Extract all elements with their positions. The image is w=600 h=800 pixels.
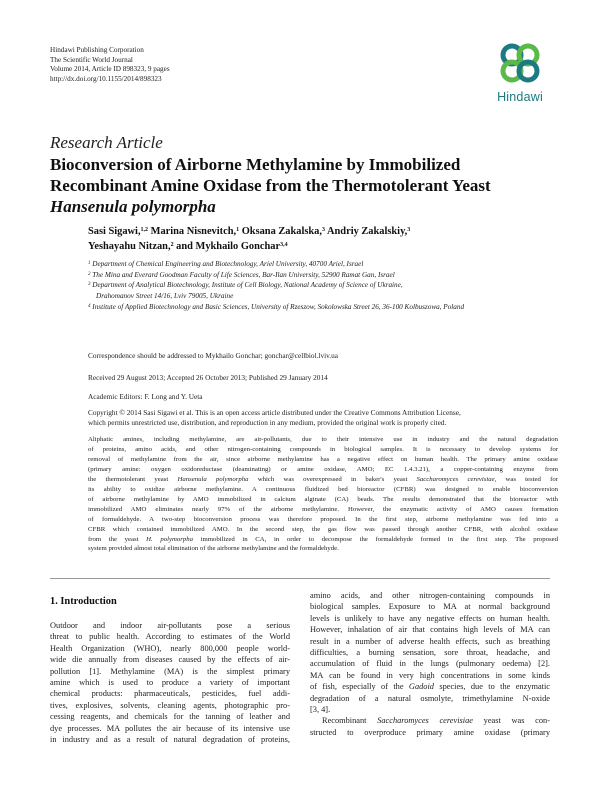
abstract-line: of airborne methylamine by AMO immobilized in calcium alginate (CA) beads. The results demonstrated that the bioreactor with xyxy=(88,495,558,503)
author-name: Sasi Sigawi, xyxy=(88,226,141,237)
author-affiliation-mark: 1 xyxy=(236,227,240,233)
author-affiliation-mark: 3,4 xyxy=(280,242,288,248)
hindawi-logo xyxy=(490,40,550,106)
body-line: pollution [1]. Methylamine (MA) is the simplest primary xyxy=(50,666,290,676)
copyright-line: which permits unrestricted use, distribution, and reproduction in any medium, provided the original work is properly cited. xyxy=(88,418,447,427)
body-line: biological samples. Exposure to MA at normal background xyxy=(310,602,550,612)
author-affiliation-mark: 3 xyxy=(321,227,325,233)
abstract-line: removal of methylamine from the air, since airborne methylamine has a negative effect on human health. The primary amine oxidase xyxy=(88,455,558,463)
author-name: Oksana Zakalska, xyxy=(241,226,322,237)
body-text: of fish, especially of the xyxy=(310,682,409,692)
affiliations xyxy=(88,259,558,313)
body-text: Recombinant xyxy=(322,716,378,726)
author-name: Yeshayahu Nitzan, xyxy=(88,241,171,252)
body-text: species, due to the enzymatic xyxy=(433,682,551,692)
body-line: result in a number of adverse health effects, such as breathing xyxy=(310,636,550,646)
affiliation-mark: 1 xyxy=(88,261,91,266)
body-line: levels is unlikely to have any negative effects on human health. xyxy=(310,613,550,623)
affiliation-text: Institute of Applied Biotechnology and Basic Sciences, University of Rzeszow, Sokolowska Street 26, 36-100 Kolbuszowa, Poland xyxy=(92,302,465,311)
affiliation-text: The Mina and Everard Goodman Faculty of Life Sciences, Bar-Ilan University, 52900 Ramat Gan, Israel xyxy=(92,270,395,279)
abstract-line: its ability to oxidize airborne methylamine. A continuous fluidized bed bioreactor (CFBR) was designed to enable bioconversion xyxy=(88,485,558,493)
author-line xyxy=(88,224,558,239)
article-title xyxy=(50,154,570,217)
logo-wordmark: Hindawi xyxy=(497,90,543,104)
body-line: [3, 4]. xyxy=(310,705,331,715)
body-line: tives, explosives, solvents, cleaning agents, photographic pro- xyxy=(50,700,290,710)
affiliation-mark: 2 xyxy=(88,271,91,277)
doi-link[interactable]: http://dx.doi.org/10.1155/2014/898323 xyxy=(50,74,162,83)
abstract-line xyxy=(88,475,558,485)
abstract-line xyxy=(88,535,558,545)
affiliation xyxy=(88,302,558,313)
author-name: Marina Nisnevitch, xyxy=(150,226,237,237)
affiliation xyxy=(88,270,558,281)
correspondence: Correspondence should be addressed to Mykhailo Gonchar; gonchar@cellbiol.lviv.ua xyxy=(88,351,339,360)
body-line: amino acids, and other nitrogen-containing compounds in xyxy=(310,591,550,600)
abstract-text: , was tested for xyxy=(494,475,558,483)
body-line: accumulation of fluid in the lungs (pulmonary oedema) [2]. xyxy=(310,659,550,669)
body-line: chemical products: pharmaceuticals, pesticides, fuel addi- xyxy=(50,689,290,699)
species-name: H. polymorpha xyxy=(146,535,193,543)
affiliation-mark: 3 xyxy=(88,282,91,288)
author-name: and Mykhailo Gonchar xyxy=(176,241,281,252)
species-name: Saccharomyces cerevisiae xyxy=(377,716,473,726)
body-line: degradation of a natural osmolyte, trimethylamine N-oxide xyxy=(310,693,550,703)
abstract-text: the thermotolerant yeast xyxy=(88,475,178,483)
abstract-line: immobilized AMO eliminates nearly 97% of the airborne methylamine. However, the enzymatic activity of AMO causes formation xyxy=(88,505,558,513)
author-affiliation-mark: 1,2 xyxy=(140,227,149,233)
abstract-line: of formaldehyde. A two-step bioconversion process was therefore proposed. In the first step, airborne methylamine was fed into a xyxy=(88,515,558,523)
body-line: dye processes. MA pollutes the air because of its intensive use xyxy=(50,723,290,733)
affiliation-text: Department of Analytical Biotechnology, Institute of Cell Biology, National Academy of Science of Ukraine, xyxy=(92,281,403,290)
journal-name: The Scientific World Journal xyxy=(50,55,133,64)
body-column-right xyxy=(310,590,550,738)
species-name: Gadoid xyxy=(408,682,434,692)
body-line: amine which is used to produce a variety of important xyxy=(50,678,290,688)
abstract-line: (primary amine: oxygen oxidoreductase (deaminating) or amine oxidase, AMO; EC 1.4.3.21), a copper-containing enzyme from xyxy=(88,465,558,473)
body-column-left xyxy=(50,620,290,745)
volume-info: Volume 2014, Article ID 898323, 9 pages xyxy=(50,65,170,74)
abstract-line: Aliphatic amines, including methylamine, are air-pollutants, due to their intensive use in industry and the natural degradation xyxy=(88,436,558,443)
copyright-line: Copyright © 2014 Sasi Sigawi et al. This is an open access article distributed under the Creative Commons Attribution License, xyxy=(88,408,461,417)
affiliation xyxy=(88,259,558,270)
abstract-line: CFBR which contained immobilized AMO. In the second step, the gas flow was passed through another CFBR, with alcohol oxidase xyxy=(88,525,558,533)
affiliation-mark: 4 xyxy=(88,303,91,309)
body-line: threat to public health. According to estimates of the World xyxy=(50,632,290,642)
affiliation xyxy=(88,280,558,291)
title-line: Hansenula polymorpha xyxy=(50,197,216,216)
body-line: Health Organization (WHO), nearly 800,000 people world- xyxy=(50,643,290,653)
author-line xyxy=(88,239,558,254)
body-line: wide die annually from diseases caused by the effects of air- xyxy=(50,655,290,665)
body-line: structed to overproduce primary amine oxidase (primary xyxy=(310,727,550,737)
hindawi-logo-icon xyxy=(490,40,550,88)
author-name: Andriy Zakalskiy, xyxy=(327,226,408,237)
publisher-name: Hindawi Publishing Corporation xyxy=(50,46,144,54)
article-dates: Received 29 August 2013; Accepted 26 October 2013; Published 29 January 2014 xyxy=(88,373,328,382)
body-line xyxy=(310,681,550,692)
academic-editors: Academic Editors: F. Long and Y. Ueta xyxy=(88,392,203,401)
article-type: Research Article xyxy=(50,133,163,152)
abstract xyxy=(88,435,558,554)
abstract-text: from the yeast xyxy=(88,535,147,543)
body-line: difficulties, a burning sensation, sore throat, headache, and xyxy=(310,648,550,658)
abstract-line: system provided almost total elimination of the airborne methylamine and the formaldehyde. xyxy=(88,545,339,553)
title-line: Bioconversion of Airborne Methylamine by Immobilized xyxy=(50,155,461,174)
body-line: cessing reagents, and chemicals for the tanning of leather and xyxy=(50,712,290,722)
affiliation-continued: Drahomanov Street 14/16, Lviv 79005, Ukraine xyxy=(96,292,234,301)
body-line: in industry and as a result of natural degradation of proteins, xyxy=(50,735,290,745)
publication-info xyxy=(50,46,170,84)
copyright-notice xyxy=(88,408,558,428)
species-name: Hansenula polymorpha xyxy=(177,475,249,483)
abstract-line: of proteins, amino acids, and other nitrogen-containing compounds in biological samples. It is necessary to develop systems for xyxy=(88,445,558,453)
body-line: Outdoor and indoor air-pollutants pose a serious xyxy=(50,621,290,630)
abstract-text: immobilized in CA, in order to decompose the formaldehyde formed in the first step. The proposed xyxy=(192,535,558,543)
section-heading: 1. Introduction xyxy=(50,596,117,607)
abstract-text: which was overexpressed in baker's yeast xyxy=(248,475,417,483)
body-line xyxy=(310,715,550,726)
body-text: yeast was con- xyxy=(472,716,550,726)
author-affiliation-mark: 2 xyxy=(170,242,174,248)
body-line: However, inhalation of air that contains high levels of MA can xyxy=(310,625,550,635)
species-name: Saccharomyces cerevisiae xyxy=(416,475,495,483)
section-divider xyxy=(50,578,550,579)
body-line: MA can be found in very high concentrations in some kinds xyxy=(310,670,550,680)
affiliation-text: Department of Chemical Engineering and Biotechnology, Ariel University, 40700 Ariel, Israel xyxy=(92,260,364,268)
author-affiliation-mark: 3 xyxy=(407,227,411,233)
title-line: Recombinant Amine Oxidase from the Thermotolerant Yeast xyxy=(50,176,491,195)
author-list xyxy=(88,224,558,254)
